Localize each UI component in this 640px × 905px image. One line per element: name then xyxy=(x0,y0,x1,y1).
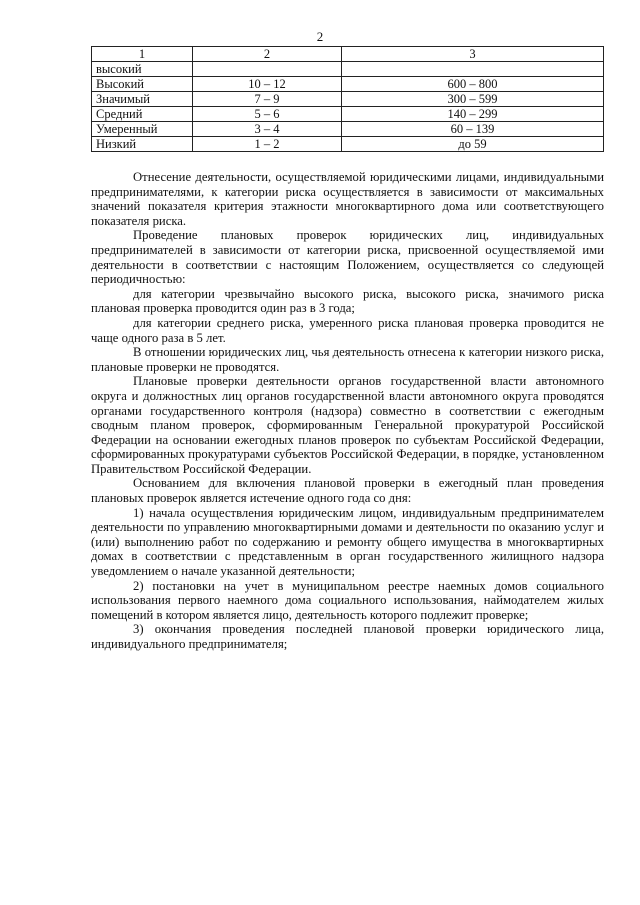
table-row xyxy=(92,77,604,92)
paragraph: Отнесение деятельности, осуществляемой юридическими лицами, индивидуальными предпринимателями, к категории риска осуществляется в зависимости от максимальных значений показателя критерия этажности многоквартирного дома или соответствующего показателя риска. xyxy=(91,170,604,228)
paragraph: Плановые проверки деятельности органов государственной власти автономного округа и должностных лиц органов государственной власти автономного округа проводятся органами государственного контроля (надзора) совместно в соответствии с ежегодным сводным планом проверок, сформированным Генеральной прокуратурой Российской Федерации на основании ежегодных планов проверок по субъектам Российской Федерации, сформированных прокуратурами субъектов Российской Федерации, в порядке, установленном Правительством Российской Федерации. xyxy=(91,374,604,476)
table-cell: 300 – 599 xyxy=(342,92,604,107)
table-cell: 60 – 139 xyxy=(342,122,604,137)
document-body xyxy=(91,170,604,652)
table-cell: 10 – 12 xyxy=(193,77,342,92)
table-header-cell: 3 xyxy=(342,47,604,62)
table-cell: Высокий xyxy=(92,77,193,92)
paragraph: Проведение плановых проверок юридических лиц, индивидуальных предпринимателей в зависимости от категории риска, присвоенной осуществляемой ими деятельности в соответствии с настоящим Положением, осуществляется со следующей периодичностью: xyxy=(91,228,604,287)
table-row xyxy=(92,122,604,137)
table-row xyxy=(92,62,604,77)
table-cell: 7 – 9 xyxy=(193,92,342,107)
table-cell: 1 – 2 xyxy=(193,137,342,152)
table-header-row xyxy=(92,47,604,62)
table-row xyxy=(92,92,604,107)
table-row xyxy=(92,137,604,152)
table-header-cell: 2 xyxy=(193,47,342,62)
table-cell: Средний xyxy=(92,107,193,122)
table-cell: 3 – 4 xyxy=(193,122,342,137)
paragraph: для категории чрезвычайно высокого риска, высокого риска, значимого риска плановая проверка проводится один раз в 3 года; xyxy=(91,286,604,316)
table-cell: Умеренный xyxy=(92,122,193,137)
table-header-cell: 1 xyxy=(92,47,193,62)
paragraph: В отношении юридических лиц, чья деятельность отнесена к категории низкого риска, плановые проверки не проводятся. xyxy=(91,345,604,374)
risk-category-table xyxy=(91,46,604,152)
table-cell: до 59 xyxy=(342,137,604,152)
table-cell: 140 – 299 xyxy=(342,107,604,122)
paragraph: 3) окончания проведения последней плановой проверки юридического лица, индивидуального предпринимателя; xyxy=(91,622,604,651)
table-cell: 5 – 6 xyxy=(193,107,342,122)
table-cell xyxy=(342,62,604,77)
table-row xyxy=(92,107,604,122)
table-cell: Значимый xyxy=(92,92,193,107)
paragraph: Основанием для включения плановой проверки в ежегодный план проведения плановых проверок является истечение одного года со дня: xyxy=(91,476,604,506)
page-number: 2 xyxy=(316,29,324,44)
paragraph: 1) начала осуществления юридическим лицом, индивидуальным предпринимателем деятельности по управлению многоквартирными домами и деятельности по оказанию услуг и (или) выполнению работ по содержанию и ремонту общего имущества в многоквартирных домах в соответствии с представленным в орган государственного жилищного надзора уведомлением о начале указанной деятельности; xyxy=(91,505,604,579)
table-cell: Низкий xyxy=(92,137,193,152)
paragraph: 2) постановки на учет в муниципальном реестре наемных домов социального использования первого наемного дома социального использования, наймодателем жилых помещений в котором является лицо, деятельность которого подлежит проверке; xyxy=(91,578,604,622)
paragraph: для категории среднего риска, умеренного риска плановая проверка проводится не чаще одного раза в 5 лет. xyxy=(91,315,604,345)
table-cell: высокий xyxy=(92,62,193,77)
table-cell xyxy=(193,62,342,77)
table-cell: 600 – 800 xyxy=(342,77,604,92)
